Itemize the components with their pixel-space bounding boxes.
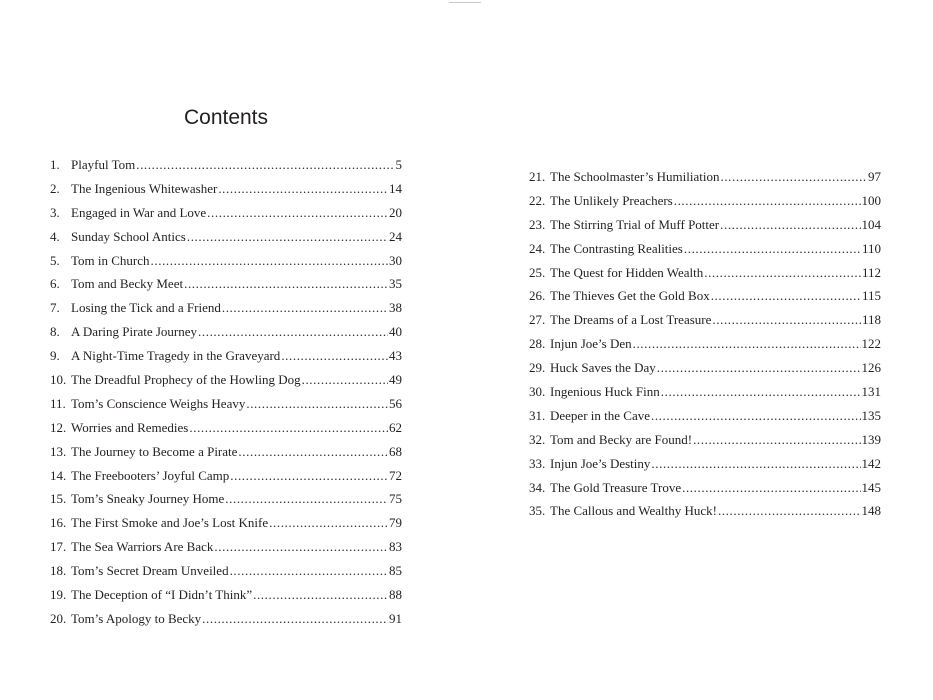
toc-entry-leader [218, 177, 388, 201]
page-title: Contents [183, 106, 269, 129]
toc-entry-number: 12. [50, 419, 67, 435]
toc-entry-number: 20. [50, 610, 67, 626]
toc-entry-number: 18. [50, 563, 67, 579]
toc-entry[interactable] [529, 428, 881, 452]
toc-right-column [529, 165, 881, 523]
toc-entry-leader [214, 535, 388, 559]
toc-entry-title: Huck Saves the Day [550, 360, 656, 376]
toc-entry-page: 35 [389, 276, 402, 292]
toc-entry-number: 4. [50, 228, 60, 244]
toc-entry[interactable] [50, 177, 402, 201]
toc-entry-leader [684, 237, 861, 261]
toc-entry[interactable] [50, 225, 402, 249]
toc-entry[interactable] [50, 583, 402, 607]
toc-entry-title: The Dreams of a Lost Treasure [550, 312, 712, 328]
toc-entry-title: The Gold Treasure Trove [550, 479, 682, 495]
toc-entry-page: 62 [389, 419, 402, 435]
toc-entry-leader [202, 607, 388, 631]
toc-entry-number: 11. [50, 395, 66, 411]
toc-entry-title: Tom and Becky Meet [71, 276, 184, 292]
toc-entry-leader [230, 464, 388, 488]
toc-entry-title: Tom’s Sneaky Journey Home [71, 491, 225, 507]
toc-entry-leader [704, 261, 861, 285]
toc-entry[interactable] [50, 464, 402, 488]
toc-entry-title: The Dreadful Prophecy of the Howling Dog [71, 372, 301, 388]
toc-entry-leader [222, 296, 388, 320]
toc-entry-title: The Thieves Get the Gold Box [550, 288, 710, 304]
toc-entry-page: 135 [861, 407, 881, 423]
toc-entry-page: 68 [389, 443, 402, 459]
toc-entry-leader [674, 189, 861, 213]
toc-entry[interactable] [50, 535, 402, 559]
toc-entry-number: 25. [529, 264, 546, 280]
toc-entry-title: The First Smoke and Joe’s Lost Knife [71, 515, 269, 531]
toc-entry-number: 29. [529, 360, 546, 376]
toc-entry-title: The Stirring Trial of Muff Potter [550, 216, 720, 232]
toc-entry-page: 145 [861, 479, 881, 495]
toc-entry-number: 34. [529, 479, 546, 495]
toc-entry[interactable] [529, 380, 881, 404]
toc-entry-number: 3. [50, 204, 60, 220]
toc-entry-page: 115 [861, 288, 881, 304]
toc-entry-number: 5. [50, 252, 60, 268]
toc-entry-leader [281, 344, 388, 368]
toc-entry[interactable] [529, 452, 881, 476]
toc-entry-leader [720, 165, 867, 189]
toc-entry-number: 21. [529, 169, 546, 184]
toc-entry-title: Tom in Church [71, 252, 150, 268]
toc-entry-number: 1. [50, 157, 60, 172]
toc-entry-title: The Schoolmaster’s Humiliation [550, 169, 720, 184]
toc-entry-title: Worries and Remedies [71, 419, 189, 435]
toc-entry-page: 100 [861, 192, 881, 208]
toc-entry[interactable] [529, 404, 881, 428]
toc-entry-leader [718, 499, 861, 523]
toc-entry-page: 110 [861, 240, 881, 256]
toc-entry-number: 19. [50, 587, 67, 603]
toc-entry-number: 32. [529, 431, 546, 447]
toc-entry[interactable] [529, 499, 881, 523]
toc-entry-page: 88 [389, 587, 402, 603]
toc-entry-leader [207, 201, 388, 225]
toc-entry-number: 2. [50, 180, 60, 196]
toc-entry-leader [187, 225, 388, 249]
toc-entry-leader [246, 392, 388, 416]
toc-entry-number: 10. [50, 372, 67, 388]
toc-entry-page: 40 [389, 324, 402, 340]
toc-entry[interactable] [529, 189, 881, 213]
toc-entry[interactable] [50, 416, 402, 440]
toc-entry-leader [151, 249, 388, 273]
toc-entry-number: 13. [50, 443, 67, 459]
toc-entry-leader [225, 487, 388, 511]
toc-entry[interactable] [50, 272, 402, 296]
toc-entry-number: 7. [50, 300, 60, 316]
toc-entry-title: The Contrasting Realities [550, 240, 683, 256]
toc-entry-page: 118 [861, 312, 881, 328]
toc-entry-page: 142 [861, 455, 881, 471]
toc-entry-number: 27. [529, 312, 546, 328]
toc-entry[interactable] [529, 213, 881, 237]
toc-left-column [50, 153, 402, 631]
toc-entry-leader [633, 332, 861, 356]
toc-entry[interactable] [529, 165, 881, 189]
toc-entry-leader [661, 380, 861, 404]
toc-entry-leader [693, 428, 860, 452]
toc-entry-title: Injun Joe’s Den [550, 336, 632, 352]
toc-entry-page: 20 [389, 204, 402, 220]
toc-entry-title: Sunday School Antics [71, 228, 186, 244]
toc-entry-leader [712, 308, 861, 332]
toc-entry[interactable] [529, 237, 881, 261]
toc-entry-leader [651, 404, 861, 428]
toc-entry[interactable] [529, 476, 881, 500]
toc-entry-title: Injun Joe’s Destiny [550, 455, 651, 471]
toc-entry-number: 35. [529, 503, 546, 519]
toc-entry-page: 30 [389, 252, 402, 268]
toc-entry-title: The Journey to Become a Pirate [71, 443, 238, 459]
toc-entry[interactable] [529, 332, 881, 356]
toc-entry-page: 104 [861, 216, 881, 232]
toc-entry-leader [230, 559, 388, 583]
toc-entry-title: Playful Tom [71, 157, 136, 172]
toc-entry-page: 148 [861, 503, 881, 519]
toc-entry-page: 38 [389, 300, 402, 316]
toc-entry-number: 15. [50, 491, 67, 507]
toc-entry-page: 83 [389, 539, 402, 555]
toc-entry-page: 85 [389, 563, 402, 579]
toc-entry-page: 126 [861, 360, 881, 376]
toc-entry-title: A Night-Time Tragedy in the Graveyard [71, 348, 281, 364]
toc-entry-leader [184, 272, 388, 296]
toc-entry-page: 97 [868, 169, 881, 184]
toc-entry-leader [189, 416, 388, 440]
toc-entry-leader [198, 320, 388, 344]
toc-entry[interactable] [529, 284, 881, 308]
toc-entry-page: 112 [861, 264, 881, 280]
toc-entry-number: 23. [529, 216, 546, 232]
toc-entry-number: 26. [529, 288, 546, 304]
toc-entry-leader [682, 476, 860, 500]
toc-entry-page: 131 [861, 384, 881, 400]
toc-entry[interactable] [50, 201, 402, 225]
toc-entry-page: 139 [861, 431, 881, 447]
toc-entry-number: 30. [529, 384, 546, 400]
toc-entry-title: The Deception of “I Didn’t Think” [71, 587, 253, 603]
toc-entry-number: 14. [50, 467, 67, 483]
toc-entry-title: The Sea Warriors Are Back [71, 539, 214, 555]
toc-entry-leader [720, 213, 860, 237]
toc-entry-title: Engaged in War and Love [71, 204, 207, 220]
toc-entry-page: 75 [389, 491, 402, 507]
toc-entry[interactable] [50, 440, 402, 464]
toc-entry-title: The Unlikely Preachers [550, 192, 673, 208]
toc-entry[interactable] [529, 356, 881, 380]
toc-entry[interactable] [50, 392, 402, 416]
toc-entry-page: 14 [389, 180, 402, 196]
page-top-divider [449, 2, 481, 3]
toc-entry-title: Tom’s Apology to Becky [71, 610, 202, 626]
toc-entry-title: Deeper in the Cave [550, 407, 650, 423]
toc-entry-title: The Quest for Hidden Wealth [550, 264, 704, 280]
toc-entry-leader [238, 440, 388, 464]
toc-entry-leader [253, 583, 388, 607]
toc-entry-page: 91 [389, 610, 402, 626]
toc-entry-page: 43 [389, 348, 402, 364]
toc-entry-title: Ingenious Huck Finn [550, 384, 660, 400]
toc-entry[interactable] [50, 249, 402, 273]
toc-entry[interactable] [50, 296, 402, 320]
toc-entry-number: 16. [50, 515, 67, 531]
toc-entry-title: The Callous and Wealthy Huck! [550, 503, 717, 519]
toc-entry-page: 56 [389, 395, 402, 411]
toc-entry-page: 24 [389, 228, 402, 244]
toc-entry-page: 72 [389, 467, 402, 483]
toc-entry[interactable] [50, 559, 402, 583]
toc-entry-number: 24. [529, 240, 546, 256]
toc-entry-page: 49 [389, 372, 402, 388]
toc-entry[interactable] [529, 261, 881, 285]
toc-entry-title: The Freebooters’ Joyful Camp [71, 467, 230, 483]
toc-entry-leader [136, 153, 394, 177]
toc-entry-number: 28. [529, 336, 546, 352]
toc-entry-page: 5 [395, 157, 402, 172]
toc-entry-title: Losing the Tick and a Friend [71, 300, 221, 316]
toc-entry-number: 22. [529, 192, 546, 208]
toc-entry-leader [657, 356, 861, 380]
toc-entry[interactable] [50, 511, 402, 535]
toc-entry-page: 79 [389, 515, 402, 531]
toc-entry-leader [269, 511, 388, 535]
toc-entry[interactable] [50, 344, 402, 368]
toc-entry-title: Tom’s Conscience Weighs Heavy [71, 395, 246, 411]
toc-entry-number: 8. [50, 324, 60, 340]
toc-entry-leader [302, 368, 388, 392]
toc-entry-page: 122 [861, 336, 881, 352]
toc-entry-title: A Daring Pirate Journey [71, 324, 198, 340]
toc-entry-number: 17. [50, 539, 67, 555]
toc-entry-number: 6. [50, 276, 60, 292]
toc-entry[interactable] [50, 607, 402, 631]
toc-entry[interactable] [50, 368, 402, 392]
toc-entry[interactable] [50, 320, 402, 344]
toc-entry-number: 9. [50, 348, 60, 364]
toc-entry-number: 31. [529, 407, 546, 423]
toc-entry[interactable] [529, 308, 881, 332]
toc-entry-number: 33. [529, 455, 546, 471]
toc-entry-title: Tom and Becky are Found! [550, 431, 693, 447]
toc-entry[interactable] [50, 487, 402, 511]
toc-entry-title: The Ingenious Whitewasher [71, 180, 218, 196]
toc-entry-leader [711, 284, 861, 308]
toc-entry[interactable] [50, 153, 402, 177]
toc-entry-leader [651, 452, 860, 476]
toc-entry-title: Tom’s Secret Dream Unveiled [71, 563, 229, 579]
